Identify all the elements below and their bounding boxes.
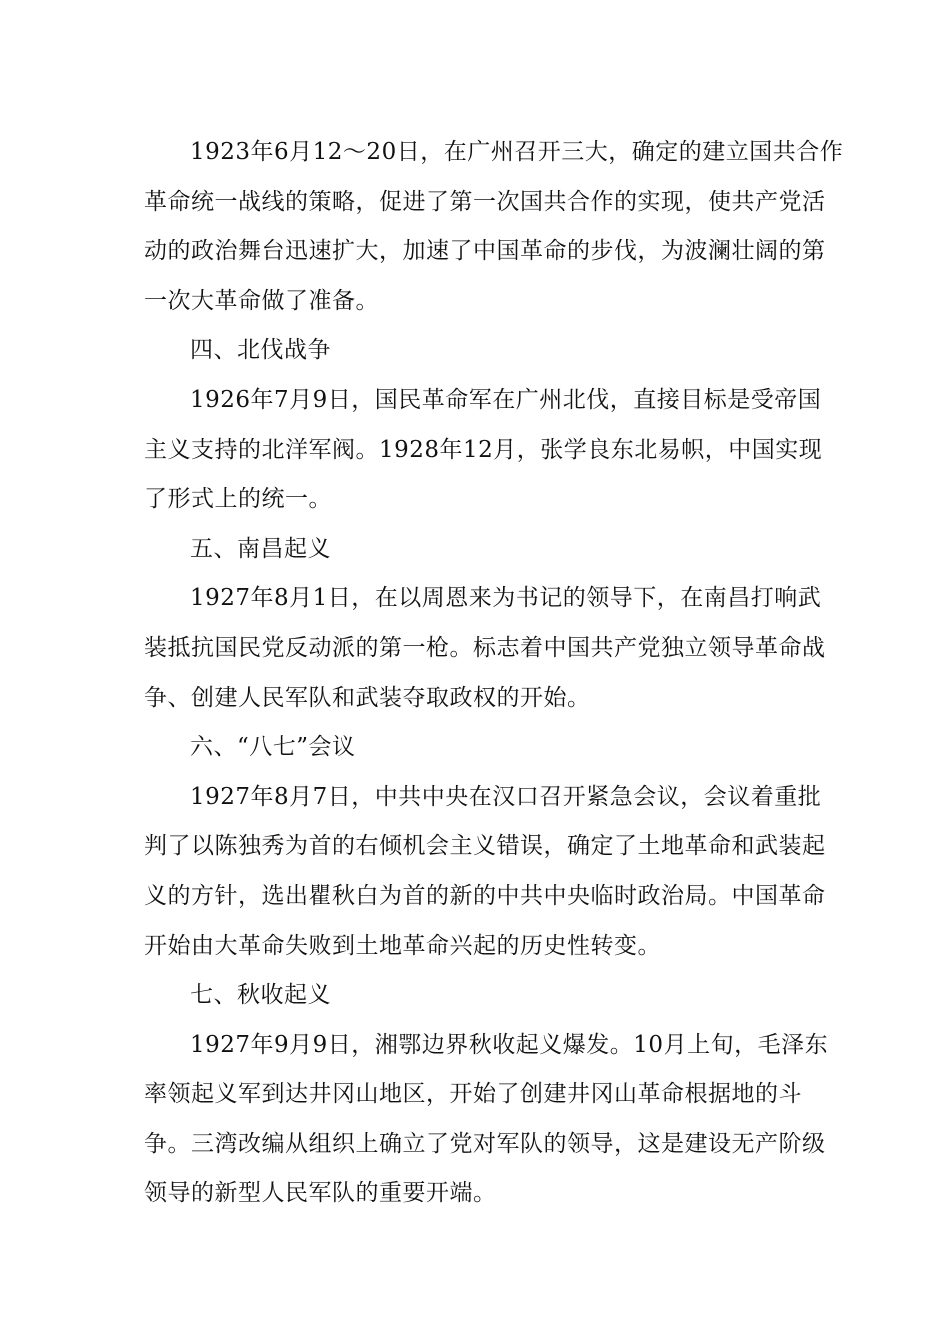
heading-nanchang-uprising: 五、南昌起义 (190, 535, 331, 562)
paragraph-northern-expedition: 1926年7月9日，国民革命军在广州北伐，直接目标是受帝国主义支持的北洋军阀。1928年12月，张学良东北易帜，中国实现了形式上的统一。 (144, 386, 823, 513)
paragraph-autumn-harvest-uprising: 1927年9月9日，湘鄂边界秋收起义爆发。10月上旬，毛泽东率领起义军到达井冈山地区，开始了创建井冈山革命根据地的斗争。三湾改编从组织上确立了党对军队的领导，这是建设无产阶级领导的新型人民军队的重要开端。 (144, 1031, 829, 1207)
paragraph-august-seventh-meeting: 1927年8月7日，中共中央在汉口召开紧急会议，会议着重批判了以陈独秀为首的右倾机会主义错误，确定了土地革命和武装起义的方针，选出瞿秋白为首的新的中共中央临时政治局。中国革命开始由大革命失败到土地革命兴起的历史性转变。 (144, 783, 826, 959)
heading-northern-expedition: 四、北伐战争 (190, 337, 331, 364)
document-body (144, 128, 844, 1219)
paragraph-third-congress: 1923年6月12～20日，在广州召开三大，确定的建立国共合作革命统一战线的策略，促进了第一次国共合作的实现，使共产党活动的政治舞台迅速扩大，加速了中国革命的步伐，为波澜壮阔的第一次大革命做了准备。 (144, 139, 844, 314)
heading-august-seventh-meeting: 六、“八七”会议 (190, 734, 356, 761)
paragraph-nanchang-uprising: 1927年8月1日，在以周恩来为书记的领导下，在南昌打响武装抵抗国民党反动派的第一枪。标志着中国共产党独立领导革命战争、创建人民军队和武装夺取政权的开始。 (144, 585, 826, 711)
heading-autumn-harvest-uprising: 七、秋收起义 (190, 982, 331, 1009)
